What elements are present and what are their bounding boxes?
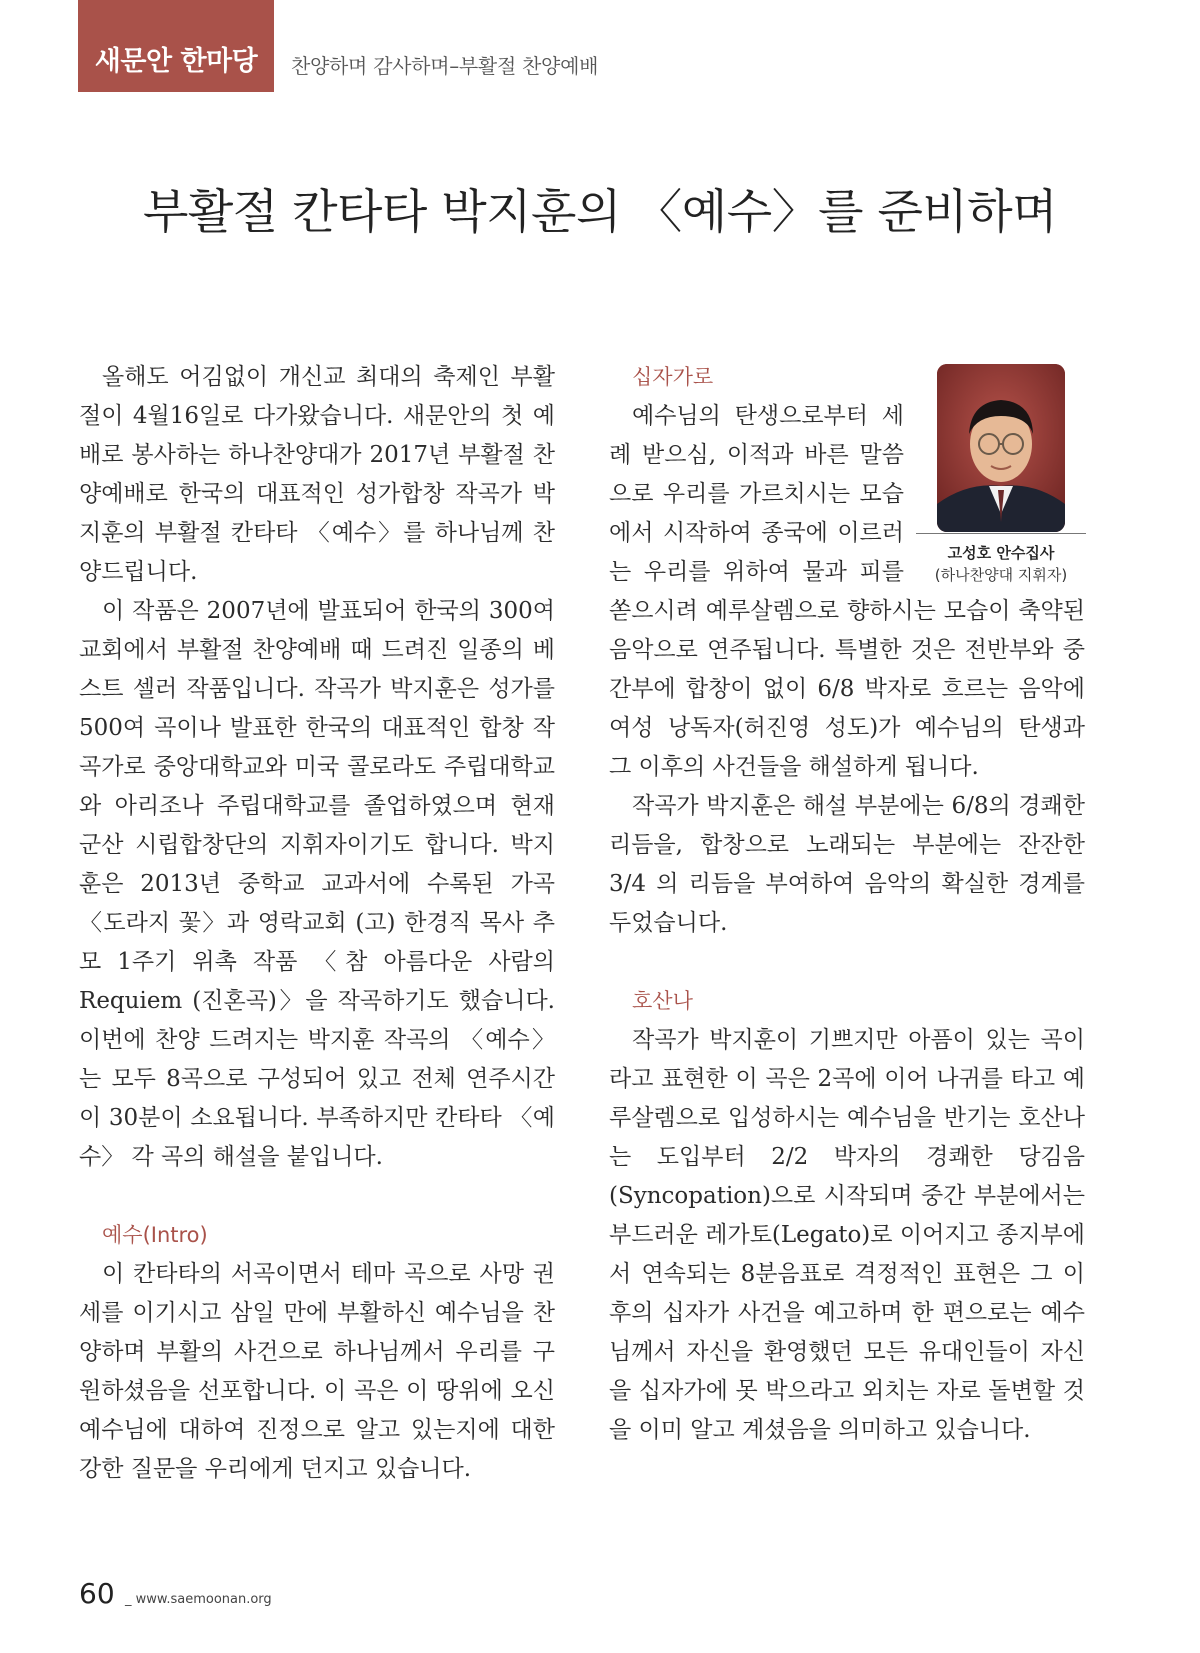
intro-paragraph-1: 올해도 어김없이 개신교 최대의 축제인 부활절이 4월16일로 다가왔습니다. 새문안의 첫 예배로 봉사하는 하나찬양대가 2017년 부활절 찬양예배로 한국의 대표적인 성가합창 작곡가 박지훈의 부활절 칸타타 〈예수〉를 하나님께 찬양드립니다. [79, 364, 555, 585]
section-label: 새문안 한마당 [78, 0, 274, 92]
section-heading-intro: 예수(Intro) [102, 1223, 208, 1247]
section-subtitle: 찬양하며 감사하며–부활절 찬양예배 [291, 54, 599, 78]
section-heading-hosanna: 호산나 [632, 989, 693, 1013]
section-body-hosanna: 작곡가 박지훈이 기쁘지만 아픔이 있는 곡이라고 표현한 이 곡은 2곡에 이어 나귀를 타고 예루살렘으로 입성하시는 예수님을 반기는 호산나는 도입부터 2/2 박자의 경쾌한 당김음(Syncopation)으로 시작되며 중간 부분에서는 부드러운 레가토(Legato)로 이어지고 종지부에서 연속되는 8분음표로 격정적인 표현은 그 이후의 십자가 사건을 예고하며 한 편으로는 예수님께서 자신을 환영했던 모든 유대인들이 자신을 십자가에 못 박으라고 외치는 자로 돌변할 것을 이미 알고 계셨음을 의미하고 있습니다. [609, 1027, 1085, 1443]
article-title: 부활절 칸타타 박지훈의 〈예수〉를 준비하며 [142, 185, 1058, 240]
author-photo [937, 364, 1065, 532]
section-body-cross-2: 작곡가 박지훈은 해설 부분에는 6/8의 경쾌한 리듬을, 합창으로 노래되는 부분에는 잔잔한 3/4 의 리듬을 부여하여 음악의 확실한 경계를 두었습니다. [609, 793, 1085, 936]
author-photo-block [916, 364, 1086, 586]
left-column [79, 358, 555, 1489]
section-body-intro: 이 칸타타의 서곡이면서 테마 곡으로 사망 권세를 이기시고 삼일 만에 부활하신 예수님을 찬양하며 부활의 사건으로 하나님께서 우리를 구원하셨음을 선포합니다. 이 곡은 이 땅위에 오신 예수님에 대하여 진정으로 알고 있는지에 대한 강한 질문을 우리에게 던지고 있습니다. [79, 1261, 555, 1482]
footer-url: _ www.saemoonan.org [125, 1592, 272, 1607]
photo-caption-name: 고성호 안수집사 [947, 544, 1055, 562]
page-number: 60 [79, 1577, 115, 1610]
photo-caption-role: (하나찬양대 지휘자) [934, 566, 1068, 584]
section-heading-cross: 십자가로 [632, 365, 714, 389]
right-column [609, 358, 1085, 1450]
section-body-cross-1: 예수님의 탄생으로부터 세례 받으심, 이적과 바른 말씀으로 우리를 가르치시는 모습에서 시작하여 종국에 이르러는 우리를 위하여 물과 피를 쏟으시려 예루살렘으로 향하시는 모습이 축약된 음악으로 연주됩니다. 특별한 것은 전반부와 중간부에 합창이 없이 6/8 박자로 흐르는 음악에 여성 낭독자(허진영 성도)가 예수님의 탄생과 그 이후의 사건들을 해설하게 됩니다. [609, 403, 1085, 780]
intro-paragraph-2: 이 작품은 2007년에 발표되어 한국의 300여 교회에서 부활절 찬양예배 때 드려진 일종의 베스트 셀러 작품입니다. 작곡가 박지훈은 성가를 500여 곡이나 발표한 한국의 대표적인 합창 작곡가로 중앙대학교와 미국 콜로라도 주립대학교와 아리조나 주립대학교를 졸업하였으며 현재 군산 시립합창단의 지휘자이기도 합니다. 박지훈은 2013년 중학교 교과서에 수록된 가곡 〈도라지 꽃〉과 영락교회 (고) 한경직 목사 추모 1주기 위촉 작품 〈참 아름다운 사람의 Requiem (진혼곡)〉을 작곡하기도 했습니다. 이번에 찬양 드려지는 박지훈 작곡의 〈예수〉는 모두 8곡으로 구성되어 있고 전체 연주시간이 30분이 소요됩니다. 부족하지만 칸타타 〈예수〉 각 곡의 해설을 붙입니다. [79, 598, 555, 1170]
